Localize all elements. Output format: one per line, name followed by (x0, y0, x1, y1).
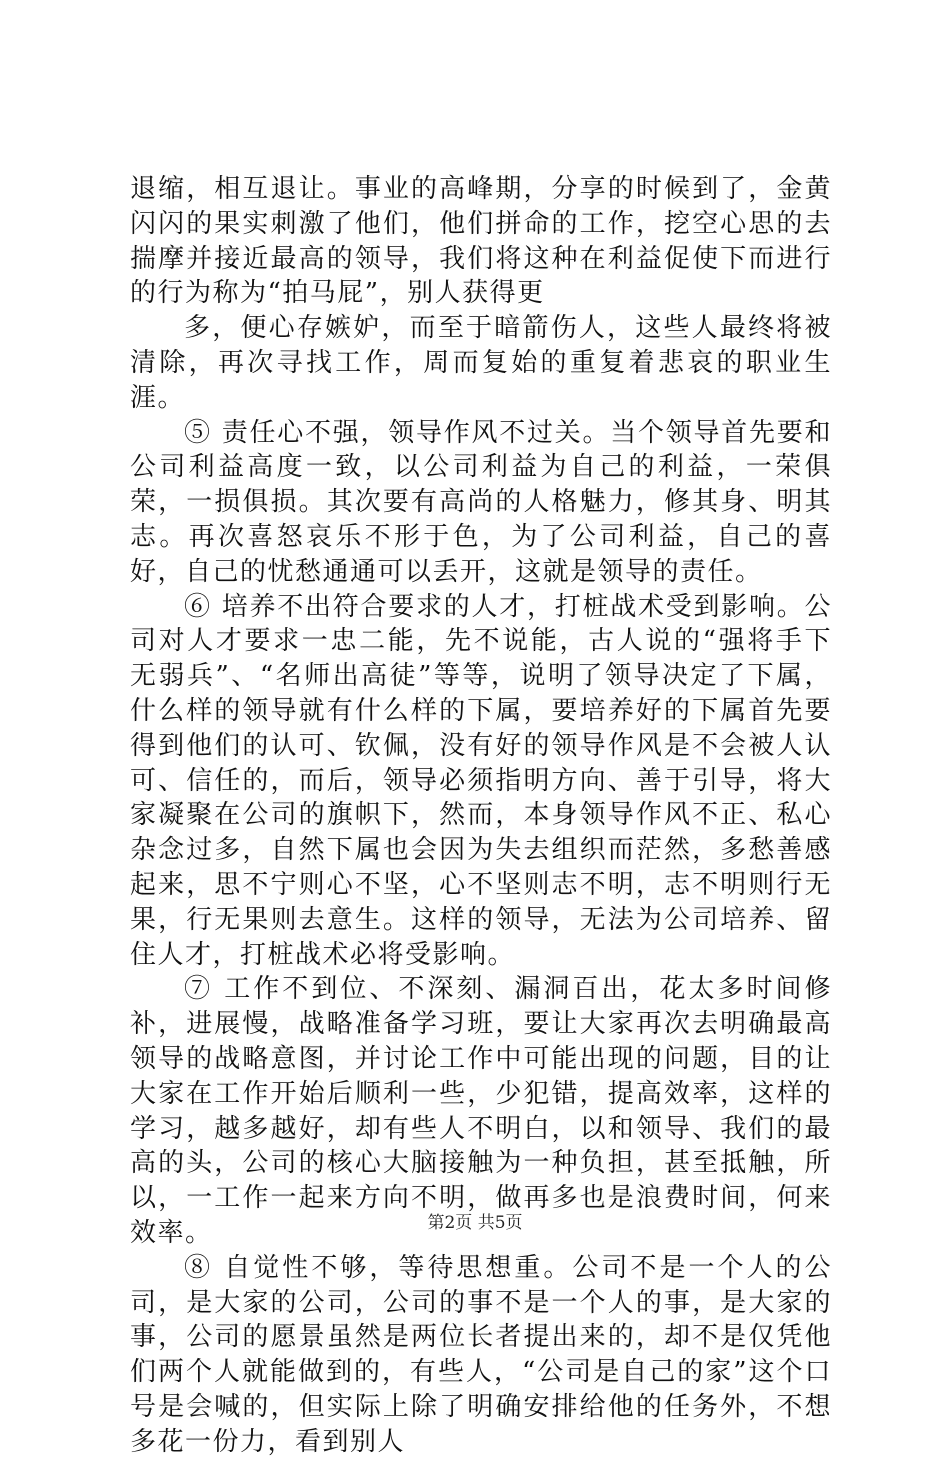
paragraph-item-6: ⑥ 培养不出符合要求的人才，打桩战术受到影响。公司对人才要求一忠二能，先不说能，古人说的“强将手下无弱兵”、“名师出高徒”等等，说明了领导决定了下属，什么样的领导就有什么样的下属，要培养好的下属首先要得到他们的认可、钦佩，没有好的领导作风是不会被人认可、信任的，而后，领导必须指明方向、善于引导，将大家凝聚在公司的旗帜下，然而，本身领导作风不正、私心杂念过多，自然下属也会因为失去组织而茫然，多愁善感起来，思不宁则心不坚，心不坚则志不明，志不明则行无果，行无果则去意生。这样的领导，无法为公司培养、留住人才，打桩战术必将受影响。 (130, 591, 832, 970)
paragraph-item-8: ⑧ 自觉性不够，等待思想重。公司不是一个人的公司，是大家的公司，公司的事不是一个人的事，是大家的事，公司的愿景虽然是两位长者提出来的，却不是仅凭他们两个人就能做到的，有些人，“公司是自己的家”这个口号是会喊的，但实际上除了明确安排给他的任务外，不想多花一份力，看到别人 (130, 1252, 832, 1457)
paragraph-jealousy: 多，便心存嫉妒，而至于暗箭伤人，这些人最终将被清除，再次寻找工作，周而复始的重复着悲哀的职业生涯。 (130, 313, 832, 413)
page-number-footer: 第2页 共5页 (427, 1213, 523, 1233)
body-text (130, 172, 832, 1459)
paragraph-item-7: ⑦ 工作不到位、不深刻、漏洞百出，花太多时间修补，进展慢，战略准备学习班，要让大家再次去明确最高领导的战略意图，并讨论工作中可能出现的问题，目的让大家在工作开始后顺利一些，少犯错，提高效率，这样的学习，越多越好，却有些人不明白，以和领导、我们的最高的头，公司的核心大脑接触为一种负担，甚至抵触，所以，一工作一起来方向不明，做再多也是浪费时间，何来效率。 (130, 974, 832, 1248)
paragraph-continuation: 退缩，相互退让。事业的高峰期，分享的时候到了，金黄闪闪的果实刺激了他们，他们拼命的工作，挖空心思的去揣摩并接近最高的领导，我们将这种在利益促使下而进行的行为称为“拍马屁”，别人获得更 (130, 174, 832, 309)
paragraph-item-5: ⑤ 责任心不强，领导作风不过关。当个领导首先要和公司利益高度一致，以公司利益为自己的利益，一荣俱荣，一损俱损。其次要有高尚的人格魅力，修其身、明其志。再次喜怒哀乐不形于色，为了公司利益，自己的喜好，自己的忧愁通通可以丢开，这就是领导的责任。 (130, 417, 832, 587)
